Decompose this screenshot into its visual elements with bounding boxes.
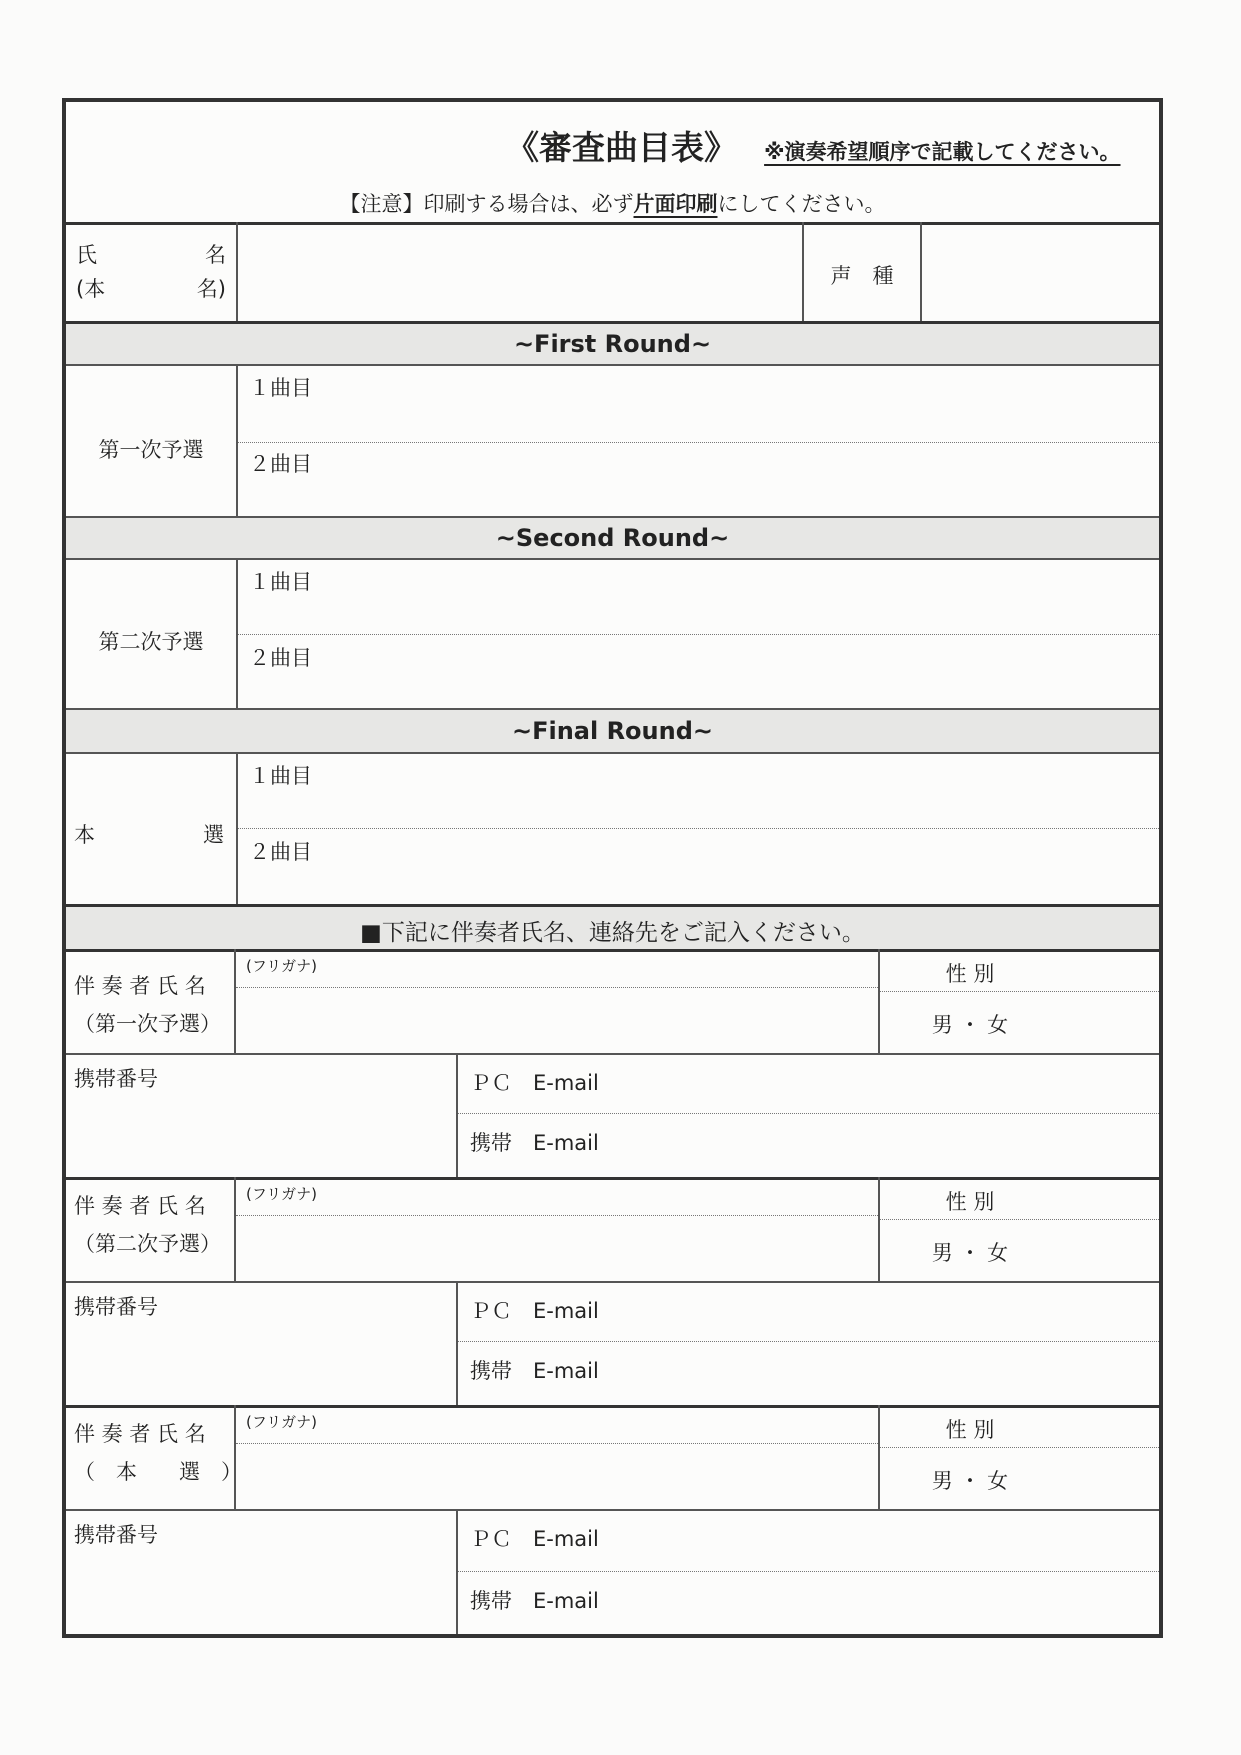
second-round-piece-2[interactable]: ２曲目 bbox=[249, 646, 312, 670]
mobile-number-field[interactable] bbox=[74, 1549, 444, 1625]
round-label-second: 第二次予選 bbox=[98, 630, 204, 654]
mobile-email-field[interactable]: 携帯 E-mail bbox=[470, 1589, 599, 1613]
furigana-field[interactable] bbox=[366, 951, 866, 983]
round-title-final: ~Final Round~ bbox=[511, 717, 714, 745]
pc-email-field[interactable]: ＰＣ E-mail bbox=[470, 1527, 599, 1551]
gender-options[interactable]: 男 ・ 女 bbox=[931, 1013, 1009, 1037]
voice-type-field[interactable] bbox=[922, 224, 1152, 319]
accompanist-instruction: ■下記に伴奏者氏名、連絡先をご記入ください。 bbox=[360, 920, 865, 946]
pc-email-field[interactable]: ＰＣ E-mail bbox=[470, 1299, 599, 1323]
gender-label: 性 別 bbox=[945, 1418, 995, 1442]
accompanist-name-field[interactable] bbox=[238, 1447, 876, 1507]
order-note: ※演奏希望順序で記載してください。 bbox=[764, 140, 1121, 164]
pc-email-field[interactable]: ＰＣ E-mail bbox=[470, 1071, 599, 1095]
furigana-label: (フリガナ) bbox=[246, 1185, 317, 1203]
print-notice-emphasis: 片面印刷 bbox=[633, 192, 718, 216]
page-title: 《審査曲目表》 bbox=[506, 128, 737, 167]
applicant-name-label: 氏 名 (本 名) bbox=[76, 243, 226, 301]
form-header bbox=[66, 102, 1159, 222]
mobile-number-label: 携帯番号 bbox=[74, 1523, 158, 1547]
accompanist-label: 伴 奏 者 氏 名 （第一次予選） bbox=[74, 974, 221, 1036]
gender-options[interactable]: 男 ・ 女 bbox=[931, 1241, 1009, 1265]
final-round-piece-1[interactable]: １曲目 bbox=[249, 764, 312, 788]
first-round-piece-2[interactable]: ２曲目 bbox=[249, 452, 312, 476]
round-title-second: ~Second Round~ bbox=[495, 524, 730, 552]
gender-label: 性 別 bbox=[945, 1190, 995, 1214]
mobile-number-label: 携帯番号 bbox=[74, 1067, 158, 1091]
furigana-field[interactable] bbox=[366, 1179, 866, 1211]
gender-options[interactable]: 男 ・ 女 bbox=[931, 1469, 1009, 1493]
round-title-first: ~First Round~ bbox=[513, 330, 712, 358]
furigana-field[interactable] bbox=[366, 1407, 866, 1439]
furigana-label: (フリガナ) bbox=[246, 1413, 317, 1431]
mobile-number-field[interactable] bbox=[74, 1093, 444, 1169]
accompanist-block-2 bbox=[66, 1177, 1159, 1405]
accompanist-label: 伴 奏 者 氏 名 （ 本 選 ） bbox=[74, 1422, 242, 1484]
voice-type-label: 声 種 bbox=[830, 264, 894, 288]
accompanist-block-1 bbox=[66, 949, 1159, 1177]
furigana-label: (フリガナ) bbox=[246, 957, 317, 975]
first-round-piece-1[interactable]: １曲目 bbox=[249, 376, 312, 400]
gender-label: 性 別 bbox=[945, 962, 995, 986]
print-notice: 【注意】印刷する場合は、必ず片面印刷にしてください。 bbox=[339, 192, 886, 216]
mobile-number-field[interactable] bbox=[74, 1321, 444, 1397]
final-round-piece-2[interactable]: ２曲目 bbox=[249, 840, 312, 864]
round-label-first: 第一次予選 bbox=[98, 438, 204, 462]
mobile-number-label: 携帯番号 bbox=[74, 1295, 158, 1319]
mobile-email-field[interactable]: 携帯 E-mail bbox=[470, 1131, 599, 1155]
applicant-name-field[interactable] bbox=[238, 224, 868, 319]
repertoire-form bbox=[62, 98, 1163, 1638]
accompanist-label: 伴 奏 者 氏 名 （第二次予選） bbox=[74, 1194, 221, 1256]
round-label-final: 本 選 bbox=[74, 823, 224, 847]
accompanist-name-field[interactable] bbox=[238, 991, 876, 1051]
accompanist-name-field[interactable] bbox=[238, 1219, 876, 1279]
second-round-piece-1[interactable]: １曲目 bbox=[249, 570, 312, 594]
accompanist-block-3 bbox=[66, 1405, 1159, 1634]
mobile-email-field[interactable]: 携帯 E-mail bbox=[470, 1359, 599, 1383]
